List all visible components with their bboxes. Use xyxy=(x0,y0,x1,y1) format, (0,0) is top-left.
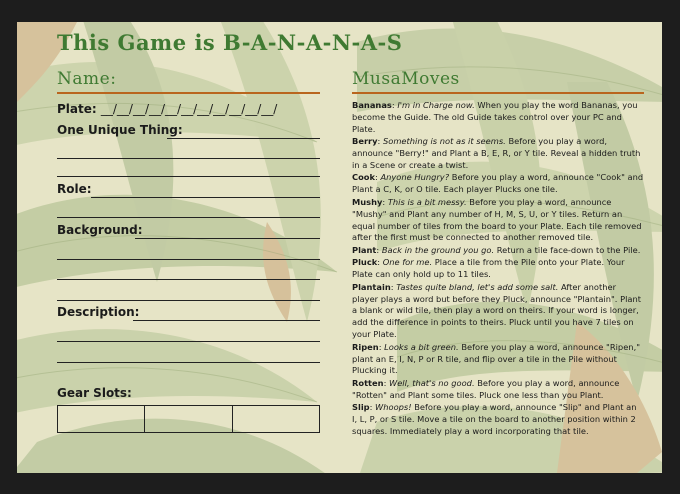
move-text: Before you play a word, announce "Berry!" and Plant a B, E, R, or Y tile. Reveal a hidden truth in a Scene or create a twist. xyxy=(352,136,641,171)
move-item: Ripen: Looks a bit green. Before you play a word, announce "Ripen," plant an E, I, N, P or R tile, and flip over a tile in the Pile without Plucking it. xyxy=(352,341,641,376)
move-name: Slip xyxy=(352,402,370,413)
role-line-1[interactable] xyxy=(91,197,320,198)
move-item: Slip: Whoops! Before you play a word, announce "Slip" and Plant an I, L, P, or S tile. Move a tile on the board to another position within 2 squares. Immediately play a word incorporating that tile. xyxy=(352,402,637,436)
role-line-2[interactable] xyxy=(57,217,320,218)
gear-slot-3[interactable] xyxy=(233,406,319,432)
move-flavor: Back in the ground you go. xyxy=(381,244,495,255)
move-name: Bananas xyxy=(352,100,392,110)
move-name: Rotten xyxy=(352,377,384,388)
gear-slots-label: Gear Slots: xyxy=(57,386,132,400)
role-label: Role: xyxy=(57,182,92,196)
description-label: Description: xyxy=(57,305,140,319)
one-unique-thing-line-2[interactable] xyxy=(57,158,320,159)
move-name: Plant xyxy=(352,244,377,255)
move-item: Mushy: This is a bit messy. Before you play a word, announce "Mushy" and Plant any number of H, M, S, U, or Y tiles. Return an equal number of tiles from the board to your Plate. Each tile removed after the first must be connected to another removed tile. xyxy=(352,196,642,243)
move-flavor: Tastes quite bland, let's add some salt. xyxy=(396,281,559,292)
background-line-1[interactable] xyxy=(135,238,320,239)
gear-slot-1[interactable] xyxy=(58,406,145,432)
one-unique-thing-line-1[interactable] xyxy=(167,138,320,139)
move-text: When you play the word Bananas, you become the Guide. The old Guide takes control over your PC and Plate. xyxy=(352,100,638,134)
move-flavor: Looks a bit green. xyxy=(384,341,459,352)
musamoves-header: MusaMoves xyxy=(352,69,460,89)
move-item: Bananas: I'm in Charge now. When you play the word Bananas, you become the Guide. The old Guide takes control over your PC and Plate. xyxy=(352,100,638,134)
move-name: Mushy xyxy=(352,196,383,207)
move-flavor: Whoops! xyxy=(375,402,412,413)
move-flavor: I'm in Charge now. xyxy=(397,100,475,110)
move-item: Plant: Back in the ground you go. Return a tile face-down to the Pile. xyxy=(352,244,641,255)
one-unique-thing-label: One Unique Thing: xyxy=(57,123,183,137)
background-label: Background: xyxy=(57,223,143,237)
move-item: Pluck: One for me. Place a tile from the Pile onto your Plate. Your Plate can only hold up to 11 tiles. xyxy=(352,257,625,280)
plate-blanks: __/__/__/__/__/__/__/__/__/__/__/ xyxy=(100,102,278,116)
move-text: Before you play a word, announce "Cook" and Plant a C, K, or O tile. Each player Plucks one tile. xyxy=(352,172,644,195)
move-name: Plantain xyxy=(352,281,391,292)
move-text: Before you play a word, announce "Slip" and Plant an I, L, P, or S tile. Move a tile on the board to another position within 2 squares. Immediately play a word incorporating that tile. xyxy=(352,402,637,436)
move-text: Before you play a word, announce "Mushy" and Plant any number of H, M, S, U, or Y tiles. Return an equal number of tiles from the board to your Plate. Each tile removed after the first must be connected to another removed tile. xyxy=(352,196,642,243)
move-name: Berry xyxy=(352,136,378,147)
name-rule xyxy=(57,92,320,94)
move-item: Rotten: Well, that's no good. Before you play a word, announce "Rotten" and Plant some tiles. Pluck one less than you Plant. xyxy=(352,377,620,400)
description-line-3[interactable] xyxy=(57,362,320,363)
move-text: Before you play a word, announce "Ripen," plant an E, I, N, P or R tile, and flip over a tile in the Pile without Plucking it. xyxy=(352,341,641,376)
background-line-3[interactable] xyxy=(57,279,320,280)
sheet-content xyxy=(17,22,662,473)
background-line-4[interactable] xyxy=(57,300,320,301)
plate-label: Plate: xyxy=(57,102,97,116)
page-title: This Game is B-A-N-A-N-A-S xyxy=(57,30,403,55)
move-item: Plantain: Tastes quite bland, let's add some salt. After another player plays a word but before they Pluck, announce "Plantain". Plant a blank or wild tile, then play a word on theirs. If your word is longer, add the difference in points to theirs. Pluck until you have 7 tiles on your Plate. xyxy=(352,281,641,340)
move-name: Pluck xyxy=(352,257,378,268)
move-text: Place a tile from the Pile onto your Plate. Your Plate can only hold up to 11 tiles. xyxy=(352,257,625,280)
move-name: Cook xyxy=(352,172,376,183)
gear-slot-2[interactable] xyxy=(145,406,232,432)
background-line-2[interactable] xyxy=(57,259,320,260)
move-name: Ripen xyxy=(352,341,379,352)
plate-field[interactable] xyxy=(57,102,277,116)
move-text: Before you play a word, announce "Rotten" and Plant some tiles. Pluck one less than you Plant. xyxy=(352,377,620,400)
description-line-1[interactable] xyxy=(133,320,320,321)
move-flavor: Anyone Hungry? xyxy=(380,172,450,183)
move-text: Return a tile face-down to the Pile. xyxy=(496,244,641,255)
move-flavor: One for me. xyxy=(382,257,433,268)
one-unique-thing-line-3[interactable] xyxy=(57,176,320,177)
gear-slots xyxy=(57,405,320,433)
move-flavor: Something is not as it seems. xyxy=(382,136,506,147)
move-flavor: This is a bit messy. xyxy=(387,196,467,207)
description-line-2[interactable] xyxy=(57,341,320,342)
move-item: Berry: Something is not as it seems. Before you play a word, announce "Berry!" and Plant a B, E, R, or Y tile. Reveal a hidden truth in a Scene or create a twist. xyxy=(352,136,641,171)
musamoves-rule xyxy=(352,92,644,94)
move-text: After another player plays a word but before they Pluck, announce "Plantain". Plant a blank or wild tile, then play a word on theirs. If your word is longer, add the difference in points to theirs. Pluck until you have 7 tiles on your Plate. xyxy=(352,281,641,340)
character-sheet xyxy=(17,22,662,473)
musamoves-list xyxy=(352,100,644,438)
move-item: Cook: Anyone Hungry? Before you play a word, announce "Cook" and Plant a C, K, or O tile. Each player Plucks one tile. xyxy=(352,172,644,195)
move-flavor: Well, that's no good. xyxy=(389,377,475,388)
name-header: Name: xyxy=(57,69,117,89)
